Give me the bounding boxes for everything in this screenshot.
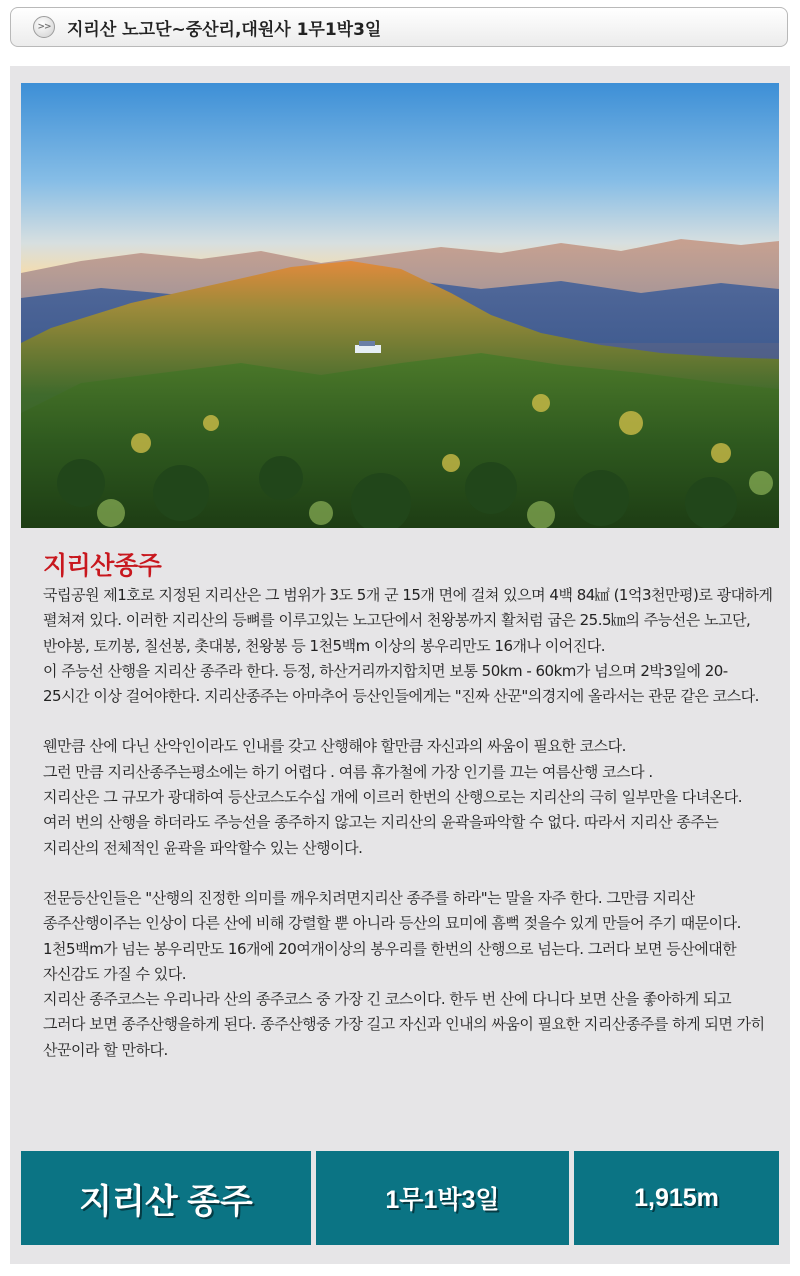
description-paragraph: 국립공원 제1호로 지정된 지리산은 그 범위가 3도 5개 군 15개 면에 걸쳐 있으며 4백 84㎢ (1억3천만평)로 광대하게 펼쳐져 있다. 이러한 지리산의 등뼈를 이루고있는 노고단에서 천왕봉까지 활처럼 굽은 25.5㎞의 주능선은 노고단, 반야봉, 토끼봉, 칠선봉, 촛대봉, 천왕봉 등 1천5백m 이상의 봉우리만도 16개나 이어진다. 이 주능선 산행을 지리산 종주라 한다. 등정, 하산거리까지합치면 보통 50km - 60km가 넘으며 2박3일에 20- 25시간 이상 걸어야한다. 지리산종주는 아마추어 등산인들에게는 "진짜 산꾼"의경지에 올라서는 관문 같은 코스다. — [43, 586, 773, 706]
double-chevron-icon: >> — [33, 16, 55, 38]
description-paragraph: 웬만큼 산에 다닌 산악인이라도 인내를 갖고 산행해야 할만큼 자신과의 싸움이 필요한 코스다. 그런 만큼 지리산종주는평소에는 하기 어렵다 . 여름 휴가철에 가장 인기를 끄는 여름산행 코스다 . 지리산은 그 규모가 광대하여 등산코스도수십 개에 이르러 한번의 산행으로는 지리산의 극히 일부만을 다녀온다. 여러 번의 산행을 하더라도 주능선을 종주하지 않고는 지리산의 윤곽을파악할 수 없다. 따라서 지리산 종주는 지리산의 전체적인 윤곽을 파악할수 있는 산행이다. — [43, 737, 743, 857]
section-title: 지리산종주 — [43, 551, 162, 580]
page-header-bar — [10, 7, 788, 47]
altitude-cell: 1,915m — [574, 1151, 779, 1245]
description-section — [43, 549, 773, 1063]
page-title: 지리산 노고단~중산리,대원사 1무1박3일 — [67, 19, 382, 40]
course-name-cell: 지리산 종주 — [21, 1151, 311, 1245]
content-panel — [10, 66, 790, 1264]
summary-bar — [21, 1151, 779, 1245]
mountain-photo — [21, 83, 779, 528]
duration-cell: 1무1박3일 — [316, 1151, 569, 1245]
description-paragraph: 전문등산인들은 "산행의 진정한 의미를 깨우치려면지리산 종주를 하라"는 말을 자주 한다. 그만큼 지리산 종주산행이주는 인상이 다른 산에 비해 강렬할 뿐 아니라 등산의 묘미에 흠뻑 젖을수 있게 만들어 주기 때문이다. 1천5백m가 넘는 봉우리만도 16개에 20여개이상의 봉우리를 한번의 산행으로 넘는다. 그러다 보면 등산에대한 자신감도 가질 수 있다. 지리산 종주코스는 우리나라 산의 종주코스 중 가장 긴 코스이다. 한두 번 산에 다니다 보면 산을 좋아하게 되고 그러다 보면 종주산행을하게 된다. 종주산행중 가장 길고 자신과 인내의 싸움이 필요한 지리산종주를 하게 되면 가히 산꾼이라 할 만하다. — [43, 888, 765, 1059]
mountain-landscape-image — [21, 83, 779, 528]
